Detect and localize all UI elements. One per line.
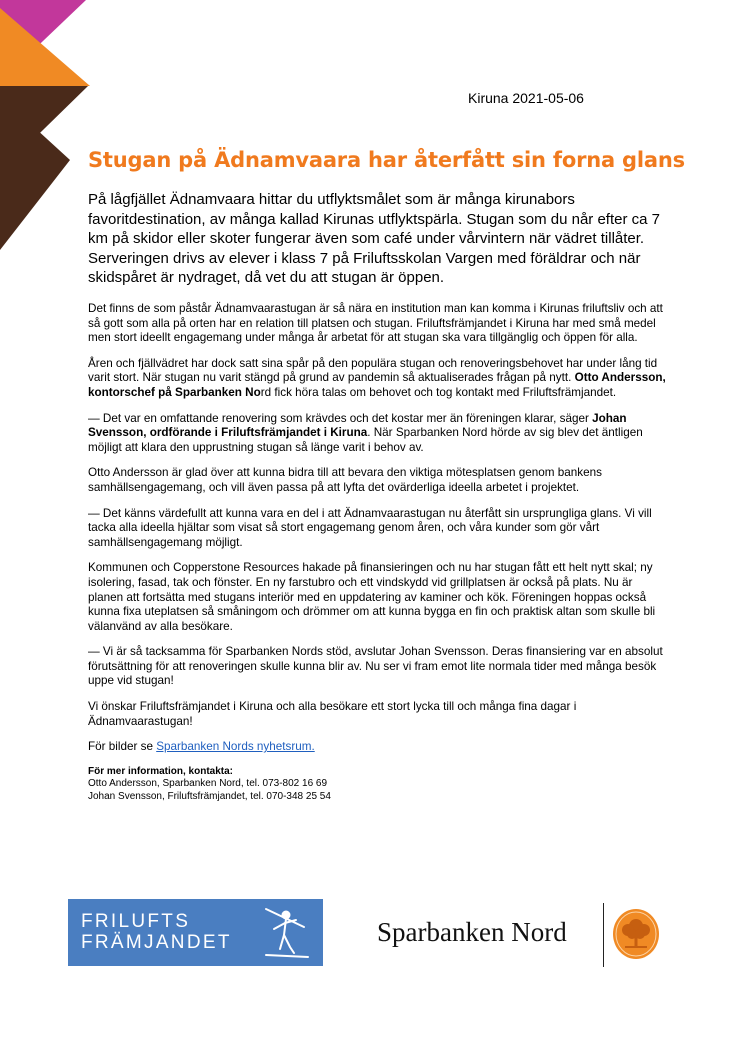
paragraph-4: Otto Andersson är glad över att kunna bidra till att bevara den viktiga mötesplatsen genom bankens samhällsengagemang, och vill även passa på att lyfta det ovärderliga ideella arbetet i projektet.	[88, 466, 602, 494]
newsroom-link[interactable]: Sparbanken Nords nyhetsrum.	[156, 740, 315, 754]
sparbanken-logo-text: Sparbanken Nord	[377, 917, 567, 947]
contact-line: Johan Svensson, Friluftsfrämjandet, tel. 070-348 25 54	[88, 790, 331, 802]
skier-icon	[260, 903, 316, 963]
ff-logo-line2: FRÄMJANDET	[81, 932, 232, 953]
press-date: Kiruna 2021-05-06	[468, 90, 584, 106]
paragraph-8: Vi önskar Friluftsfrämjandet i Kiruna och alla besökare ett stort lycka till och många fina dagar i Ädnamvaarastugan!	[88, 700, 577, 728]
corner-decoration	[0, 0, 90, 250]
contact-heading: För mer information, kontakta:	[88, 765, 234, 777]
article-lead: På lågfjället Ädnamvaara hittar du utflyktsmålet som är många kirunabors favoritdestination, av många kallad Kirunas utflyktspärla. Stugan som du når efter ca 7 km på skidor eller skoter fungerar även som café under vårvintern när vädret tillåter. Serveringen drivs av elever i klass 7 på Friluftsskolan Vargen med föräldrar och när skidspåret är nydraget, då vet du att stugan är öppen.	[88, 191, 660, 286]
quote-person-johan: Johan Svensson, ordförande i Friluftsfrämjandet i Kiruna	[88, 411, 627, 440]
paragraph-2: Åren och fjällvädret har dock satt sina spår på den populära stugan och renoveringsbehovet har under lång tid varit stort. När stugan nu varit stängd på grund av pandemin så aktualiserades frågan på nytt. Otto Andersson, kontorschef på Sparbanken Nord fick höra talas om behovet och tog kontakt med Friluftsfrämjandet.	[88, 356, 666, 399]
friluftsframjandet-logo	[68, 899, 323, 966]
logo-divider	[603, 903, 604, 967]
contact-line: Otto Andersson, Sparbanken Nord, tel. 073-802 16 69	[88, 778, 328, 790]
contact-block	[88, 766, 668, 804]
photos-line: För bilder se Sparbanken Nords nyhetsrum.	[88, 740, 315, 754]
paragraph-5: — Det känns värdefullt att kunna vara en del i att Ädnamvaarastugan nu återfått sin ursprungliga glans. Vi vill tacka alla ideella hjältar som visat så stort engagemang genom åren, och våra kunder som gör vårt samhällsengagemang möjligt.	[88, 506, 652, 549]
paragraph-7: — Vi är så tacksamma för Sparbanken Nords stöd, avslutar Johan Svensson. Deras finansiering var en absolut förutsättning för att renoveringen skulle kunna blir av. Nu ser vi fram emot lite normala tider med många besök uppe vid stugan!	[88, 645, 663, 688]
paragraph-3: — Det var en omfattande renovering som krävdes och det kostar mer än föreningen klarar, säger Johan Svensson, ordförande i Friluftsfrämjandet i Kiruna. När Sparbanken Nord hörde av sig blev det äntligen möjligt att klara den upprustning stugan så länge varit i behov av.	[88, 411, 643, 454]
ff-logo-line1: FRILUFTS	[81, 911, 191, 932]
paragraph-1: Det finns de som påstår Ädnamvaarastugan är så nära en institution man kan komma i Kirunas friluftsliv och att så gott som alla på orten har en relation till platsen och stugan. Friluftsfrämjandet i Kiruna har med små medel men stort ideellt engagemang under många år arbetat för att stugan ska vara tillgänglig och öppen för alla.	[88, 302, 663, 345]
quote-person-otto: Otto Andersson, kontorschef på Sparbanken No	[88, 371, 666, 399]
article-title: Stugan på Ädnamvaara har återfått sin forna glans	[88, 148, 685, 172]
oak-tree-emblem-icon	[611, 906, 661, 962]
paragraph-6: Kommunen och Copperstone Resources hakade på finansieringen och nu har stugan fått ett helt nytt skal; ny isolering, fasad, tak och fönster. En ny farstubro och ett vindskydd vid grillplatsen är också på plats. Nu är planen att fortsätta med stugans interiör med en uppdatering av kaminer och kök. Föreningen hoppas också kunna fixa uteplatsen så småningom och drömmer om att kunna bygga en fin och praktisk altan som skulle bli välanvänd av alla besökare.	[88, 561, 656, 633]
article-body	[88, 302, 668, 803]
